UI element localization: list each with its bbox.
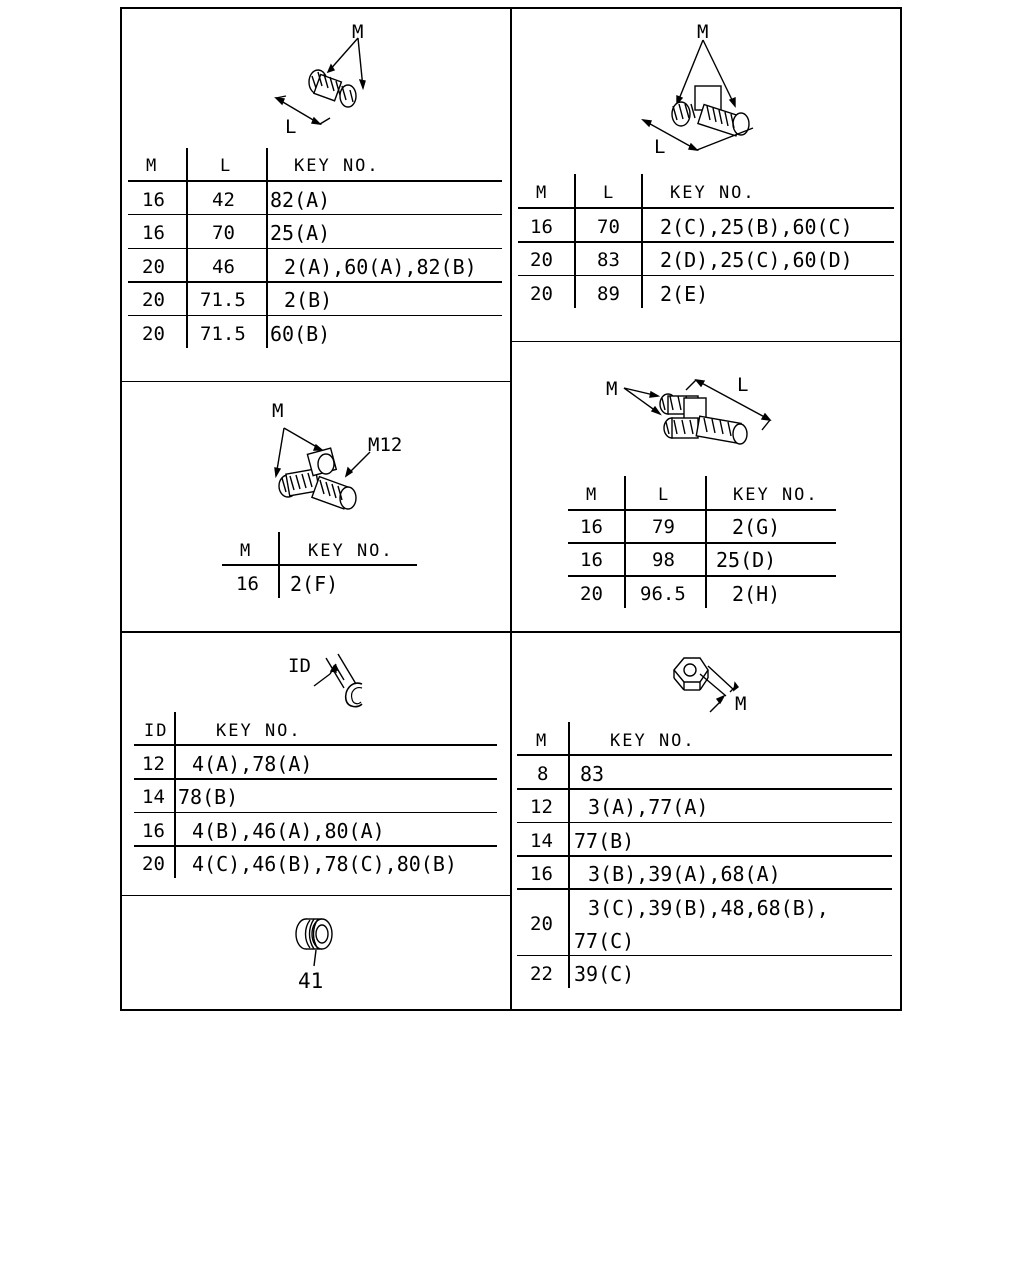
table-e-cell-key: 4(C),46(B),78(C),80(B) [192, 852, 457, 876]
table-b-row-line [518, 241, 894, 243]
table-d-cell-key: 2(H) [732, 582, 781, 606]
table-a-cell-key: 82(A) [270, 188, 331, 212]
table-e-cell-id: 20 [142, 853, 165, 875]
fig-a-label-m: M [352, 21, 364, 43]
table-c-cell-key: 2(F) [290, 572, 339, 596]
table-g-cell-key: 77(B) [574, 829, 635, 853]
table-a-cell-m: 20 [142, 256, 165, 278]
table-d-header-key: KEY NO. [733, 485, 819, 505]
table-b-cell-l: 83 [597, 249, 620, 271]
table-e-cell-id: 12 [142, 753, 165, 775]
table-a-cell-m: 20 [142, 289, 165, 311]
table-d-cell-l: 79 [652, 516, 675, 538]
fig-e-label-id: ID [288, 655, 311, 677]
table-b-row-line [518, 275, 894, 276]
divider-b-d [511, 341, 901, 342]
table-d-header-l: L [658, 485, 671, 505]
table-a-cell-key: 2(B) [284, 288, 333, 312]
table-d-row-line [568, 575, 836, 577]
table-b-header-l: L [603, 183, 616, 203]
table-b-header-line [518, 207, 894, 209]
table-a-cell-key: 60(B) [270, 322, 331, 346]
table-g-cell-key: 39(C) [574, 962, 635, 986]
table-a-row-line [128, 248, 502, 249]
table-b-header-key: KEY NO. [670, 183, 756, 203]
table-b-cell-key: 2(E) [660, 282, 709, 306]
table-d-cell-l: 96.5 [640, 583, 686, 605]
divider-a-c [121, 381, 510, 382]
fig-a-label-l: L [285, 116, 297, 138]
table-g-row-line [517, 888, 892, 890]
table-e-cell-key: 4(B),46(A),80(A) [192, 819, 385, 843]
table-a-header-line [128, 180, 502, 182]
table-g-header-m: M [536, 731, 549, 751]
table-g-cell-m: 20 [530, 913, 553, 935]
table-g-cell-m: 8 [537, 763, 549, 785]
fig-c-label-m: M [272, 400, 284, 422]
table-b-cell-m: 20 [530, 249, 553, 271]
table-c-header-line [222, 564, 417, 566]
table-d-cell-m: 20 [580, 583, 603, 605]
table-d-header-m: M [586, 485, 599, 505]
table-a-cell-l: 42 [212, 189, 235, 211]
center-divider [510, 7, 512, 1011]
table-a-cell-m: 20 [142, 323, 165, 345]
table-g-cell-key-line2: 77(C) [574, 929, 635, 953]
table-e-cell-id: 16 [142, 820, 165, 842]
table-d-cell-key: 25(D) [716, 548, 777, 572]
table-g-cell-key: 3(B),39(A),68(A) [588, 862, 781, 886]
table-d-cell-l: 98 [652, 549, 675, 571]
table-g-cell-key: 3(C),39(B),48,68(B), [588, 896, 829, 920]
table-a-cell-key: 2(A),60(A),82(B) [284, 255, 477, 279]
table-d-cell-m: 16 [580, 516, 603, 538]
table-g-cell-m: 22 [530, 963, 553, 985]
table-g-cell-m: 12 [530, 796, 553, 818]
table-g-row-line [517, 855, 892, 857]
table-b-cell-key: 2(C),25(B),60(C) [660, 215, 853, 239]
bushing-figure [290, 910, 340, 966]
table-a-header-key: KEY NO. [294, 156, 380, 176]
table-g-row-line [517, 822, 892, 823]
fig-g-label-m: M [735, 693, 747, 715]
table-c-header-m: M [240, 541, 253, 561]
fig-c-label-m12: M12 [368, 434, 403, 456]
table-a-row-line [128, 214, 502, 215]
table-g-header-line [517, 754, 892, 756]
table-e-header-id: ID [144, 721, 169, 741]
table-e-row-line [134, 845, 497, 847]
table-b-cell-l: 89 [597, 283, 620, 305]
table-a-cell-m: 16 [142, 189, 165, 211]
table-d-row-line [568, 542, 836, 544]
table-b-cell-m: 20 [530, 283, 553, 305]
table-d-cell-key: 2(G) [732, 515, 781, 539]
snap-ring-figure [300, 650, 380, 714]
table-b-cell-l: 70 [597, 216, 620, 238]
table-g-cell-key: 83 [580, 762, 605, 786]
table-g-cell-key: 3(A),77(A) [588, 795, 709, 819]
fig-d-label-m: M [606, 378, 618, 400]
table-g-cell-m: 14 [530, 830, 553, 852]
divider-e-f [121, 895, 510, 896]
table-e-cell-key: 4(A),78(A) [192, 752, 313, 776]
fig-d-label-l: L [737, 374, 749, 396]
table-b-cell-key: 2(D),25(C),60(D) [660, 248, 853, 272]
cross-union-figure [600, 370, 780, 450]
table-e-row-line [134, 812, 497, 813]
table-a-cell-m: 16 [142, 222, 165, 244]
table-g-cell-m: 16 [530, 863, 553, 885]
table-a-header-l: L [220, 156, 233, 176]
table-d-cell-m: 16 [580, 549, 603, 571]
table-e-header-key: KEY NO. [216, 721, 302, 741]
table-a-cell-key: 25(A) [270, 221, 331, 245]
table-a-cell-l: 71.5 [200, 323, 246, 345]
table-a-row-line [128, 315, 502, 316]
table-g-row-line [517, 955, 892, 956]
table-c-header-key: KEY NO. [308, 541, 394, 561]
table-g-row-line [517, 788, 892, 790]
table-a-header-m: M [146, 156, 159, 176]
table-e-col-line [174, 712, 176, 878]
table-g-header-key: KEY NO. [610, 731, 696, 751]
table-a-cell-l: 70 [212, 222, 235, 244]
table-e-cell-key: 78(B) [178, 785, 239, 809]
table-d-header-line [568, 509, 836, 511]
part-label-41: 41 [298, 969, 324, 993]
table-a-row-line [128, 281, 502, 283]
table-b-header-m: M [536, 183, 549, 203]
table-b-cell-m: 16 [530, 216, 553, 238]
fig-b-label-l: L [654, 136, 666, 158]
table-e-row-line [134, 778, 497, 780]
table-c-cell-m: 16 [236, 573, 259, 595]
fig-b-label-m: M [697, 21, 709, 43]
table-e-cell-id: 14 [142, 786, 165, 808]
table-e-header-line [134, 744, 497, 746]
table-a-cell-l: 46 [212, 256, 235, 278]
divider-row-mid [121, 631, 901, 633]
table-a-cell-l: 71.5 [200, 289, 246, 311]
